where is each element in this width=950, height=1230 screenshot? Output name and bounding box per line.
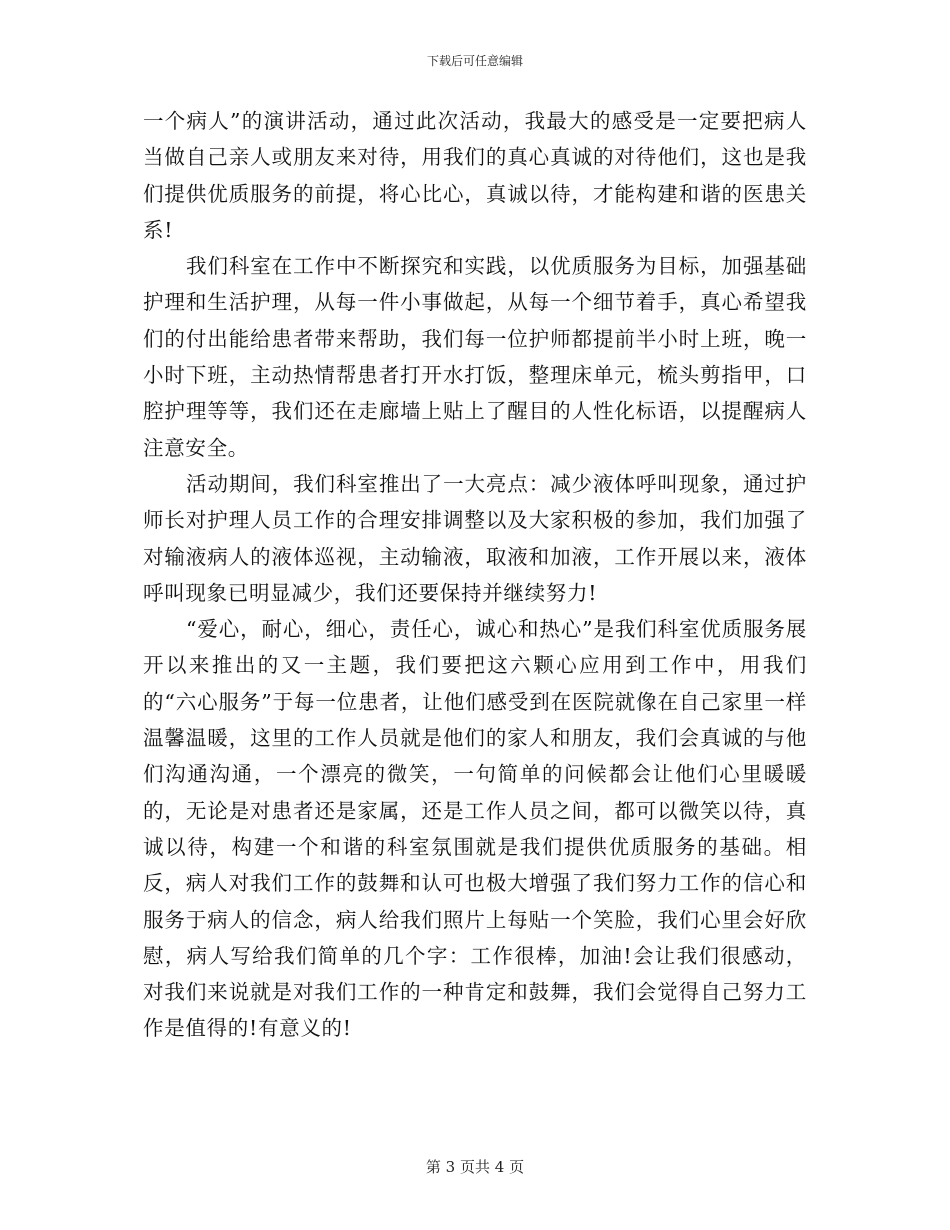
- document-body: [143, 103, 807, 1047]
- page-header: 下载后可任意编辑: [426, 54, 523, 68]
- paragraph: 我们科室在工作中不断探究和实践，以优质服务为目标，加强基础护理和生活护理，从每一件小事做起，从每一个细节着手，真心希望我们的付出能给患者带来帮助，我们每一位护师都提前半小时上班，晚一小时下班，主动热情帮患者打开水打饭，整理床单元，梳头剪指甲，口腔护理等等，我们还在走廊墙上贴上了醒目的人性化标语，以提醒病人注意安全。: [143, 254, 807, 460]
- page-number-footer: 第 3 页共 4 页: [425, 1158, 525, 1176]
- paragraph: 活动期间，我们科室推出了一大亮点：减少液体呼叫现象，通过护师长对护理人员工作的合理安排调整以及大家积极的参加，我们加强了对输液病人的液体巡视，主动输液，取液和加液，工作开展以来，液体呼叫现象已明显减少，我们还要保持并继续努力!: [143, 471, 807, 605]
- paragraph: “爱心，耐心，细心，责任心，诚心和热心”是我们科室优质服务展开以来推出的又一主题，我们要把这六颗心应用到工作中，用我们的“六心服务”于每一位患者，让他们感受到在医院就像在自己家里一样温馨温暖，这里的工作人员就是他们的家人和朋友，我们会真诚的与他们沟通沟通，一个漂亮的微笑，一句简单的问候都会让他们心里暖暖的，无论是对患者还是家属，还是工作人员之间，都可以微笑以待，真诚以待，构建一个和谐的科室氛围就是我们提供优质服务的基础。相反，病人对我们工作的鼓舞和认可也极大增强了我们努力工作的信心和服务于病人的信念，病人给我们照片上每贴一个笑脸，我们心里会好欣慰，病人写给我们简单的几个字：工作很棒，加油!会让我们很感动，对我们来说就是对我们工作的一种肯定和鼓舞，我们会觉得自己努力工作是值得的!有意义的!: [143, 617, 807, 1041]
- paragraph-continuation: 一个病人”的演讲活动，通过此次活动，我最大的感受是一定要把病人当做自己亲人或朋友来对待，用我们的真心真诚的对待他们，这也是我们提供优质服务的前提，将心比心，真诚以待，才能构建和谐的医患关系!: [143, 109, 807, 242]
